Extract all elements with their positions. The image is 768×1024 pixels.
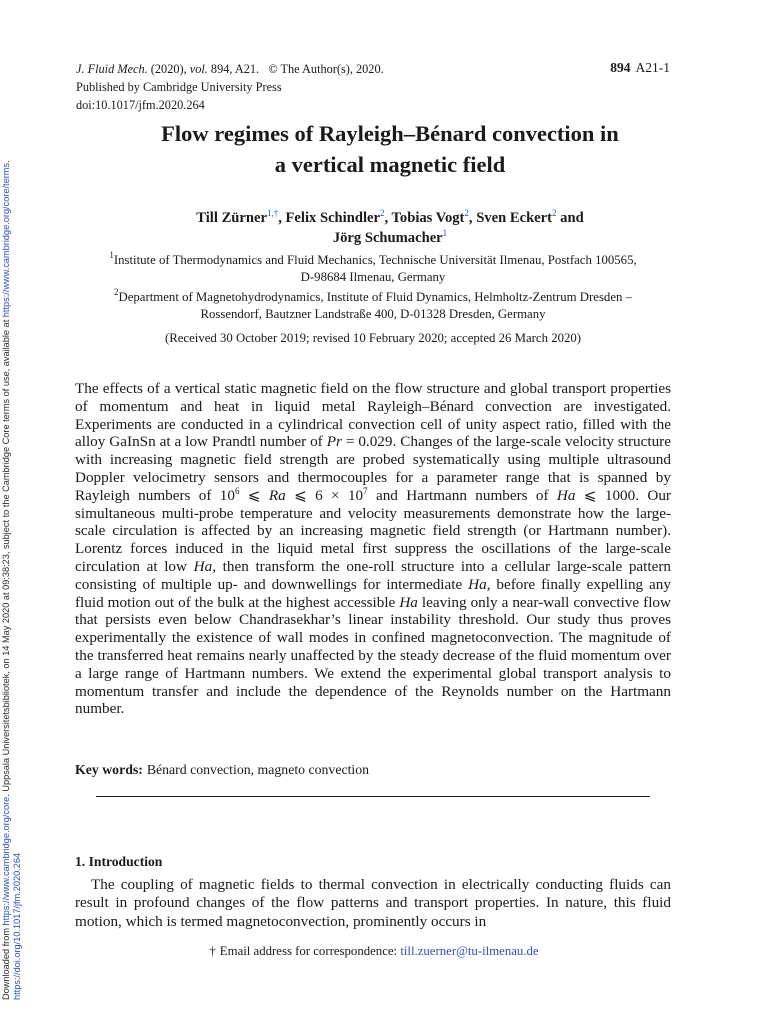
math-symbol: Ha <box>468 575 487 593</box>
footnote-marker: † <box>209 944 216 958</box>
math-operator: ⩽ <box>239 486 269 504</box>
affiliation-marker[interactable]: 1, <box>266 208 274 218</box>
journal-year: (2020), <box>150 62 187 76</box>
intro-paragraph: The coupling of magnetic fields to thermal convection in electrically conducting fluids can result in profound changes of the flow patterns and transport properties. In nature, this fluid motion, which is termed magnetoconvection, prominently occurs in <box>75 876 671 930</box>
affiliation-number: 1 <box>109 250 114 260</box>
affiliation-2-line-1 <box>76 289 670 306</box>
copyright: © The Author(s), 2020. <box>268 62 384 76</box>
affiliation-marker[interactable]: 2 <box>379 208 385 218</box>
abstract-text: Changes of the large-scale velocity structure with increasing magnetic field strength are probed systematically using multiple ultrasound Doppler velocimetry sensors and thermocouples for a parameter range that is spanned by Rayleigh numbers of 10 <box>75 433 671 504</box>
download-stamp-line2 <box>12 130 23 1000</box>
abstract-text: and Hartmann numbers of <box>367 486 557 504</box>
stamp-text: . <box>1 160 11 163</box>
author-list <box>60 208 720 248</box>
keywords-text: Bénard convection, magneto convection <box>146 762 370 777</box>
corresponding-marker[interactable]: † <box>273 208 279 218</box>
section-heading: 1. Introduction <box>75 854 163 869</box>
affiliation-marker[interactable]: 1 <box>442 228 448 238</box>
math-operator: ⩽ 6 × 10 <box>285 486 364 504</box>
received-dates: (Received 30 October 2019; revised 10 February 2020; accepted 26 March 2020) <box>164 331 582 345</box>
journal-name: J. Fluid Mech. <box>76 62 148 76</box>
terms-link[interactable]: https://www.cambridge.org/core/terms <box>1 163 11 318</box>
abstract-text: ⩽ 1000. <box>575 486 648 504</box>
publisher: Published by Cambridge University Press <box>76 80 282 94</box>
email-link[interactable]: till.zuerner@tu-ilmenau.de <box>400 944 539 958</box>
math-symbol: Ha <box>556 486 576 504</box>
title-line-1: Flow regimes of Rayleigh–Bénard convection in <box>161 121 619 146</box>
journal-header <box>76 60 596 114</box>
page-number <box>610 60 670 76</box>
math-symbol: Ra <box>268 486 286 504</box>
correspondence-footnote <box>76 944 672 959</box>
abstract-text: , then transform the one-roll structure into a cellular large-scale pattern consisting of multiple up- and downwellings for intermediate <box>75 557 672 593</box>
stamp-text: . Uppsala Universitetsbibliotek, on 14 May 2020 at 09:38:23, subject to the Cambridge Core terms of use, available at <box>1 317 11 797</box>
author-conjunction: and <box>556 210 584 226</box>
doi: doi:10.1017/jfm.2020.264 <box>76 98 205 112</box>
author-name: , Felix Schindler <box>278 210 380 226</box>
affiliation-number: 2 <box>113 287 119 297</box>
affiliation-marker[interactable]: 2 <box>464 208 469 218</box>
affiliation-1-line-2: D-98684 Ilmenau, Germany <box>300 270 446 284</box>
cambridge-core-link[interactable]: https://www.cambridge.org/core <box>1 796 11 926</box>
abstract-text: Our simultaneous multi-probe temperature and velocity measurements demonstrate how the large-scale circulation is affected by an increasing magnetic field strength (or Hartmann number). Lorentz forces induced in the liquid metal first suppress the oscillations of the large-scale circulation at low <box>75 486 671 575</box>
affiliation-text: Department of Magnetohydrodynamics, Institute of Fluid Dynamics, Helmholtz-Zentrum Dresden – <box>118 290 633 304</box>
keywords <box>75 762 369 778</box>
keywords-label: Key words: <box>75 762 143 777</box>
math-symbol: Ha <box>399 593 418 611</box>
authors-line-2 <box>60 228 720 248</box>
title-line-2: a vertical magnetic field <box>274 152 506 177</box>
affiliation-1 <box>76 252 670 286</box>
affiliation-2 <box>76 289 670 323</box>
journal-volume: 894, A21. <box>210 62 260 76</box>
exponent: 6 <box>234 485 240 496</box>
abstract-text: leaving only a near-wall convective flow that persists even below Chandrasekhar’s linear instability threshold. Our study thus proves experimentally the existence of wall modes in confined magnetoconvection. The magnitude of the transferred heat remains nearly unaffected by the steady decrease of the fluid momentum over a large range of Hartmann numbers. We extend the experimental global transport analysis to momentum transfer and include the dependence of the Reynolds number on the Hartmann number. <box>75 593 671 718</box>
author-name: Till Zürner <box>196 210 267 226</box>
author-name: , Sven Eckert <box>468 210 553 226</box>
affiliation-2-line-2: Rossendorf, Bautzner Landstraße 400, D-01328 Dresden, Germany <box>200 307 546 321</box>
download-stamp <box>0 0 22 1010</box>
math-symbol: Pr <box>326 433 342 451</box>
exponent: 7 <box>363 485 368 496</box>
affiliation-text: Institute of Thermodynamics and Fluid Mechanics, Technische Universität Ilmenau, Postfach 100565, <box>113 253 637 267</box>
section-divider <box>96 796 650 797</box>
affiliation-marker[interactable]: 2 <box>552 208 557 218</box>
download-stamp-line1 <box>1 130 12 1000</box>
doi-link[interactable]: https://doi.org/10.1017/jfm.2020.264 <box>12 852 22 1000</box>
abstract-text: The effects of a vertical static magnetic field on the flow structure and global transport properties of momentum and heat in liquid metal Rayleigh–Bénard convection are investigated. Experiments are conducted in a cylindrical convection cell of unity aspect ratio, filled with the alloy GaInSn at a low Prandtl number of <box>75 380 671 451</box>
page-volume: 894 <box>610 60 631 75</box>
abstract-text: , before finally expelling any fluid motion out of the bulk at the highest accessible <box>75 575 671 611</box>
journal-vol-label: vol. <box>189 62 208 76</box>
stamp-text: Downloaded from <box>1 925 11 1000</box>
author-name: , Tobias Vogt <box>384 210 465 226</box>
footnote-label: Email address for correspondence: <box>219 944 398 958</box>
math-symbol: Ha <box>193 557 213 575</box>
page-article: A21-1 <box>635 60 670 75</box>
journal-citation <box>76 60 596 78</box>
paper-title <box>60 118 720 180</box>
abstract-text: = 0.029. <box>341 433 401 451</box>
author-name: Jörg Schumacher <box>332 230 443 246</box>
authors-line-1 <box>60 208 720 228</box>
affiliation-1-line-1 <box>76 252 670 269</box>
abstract <box>75 380 671 718</box>
